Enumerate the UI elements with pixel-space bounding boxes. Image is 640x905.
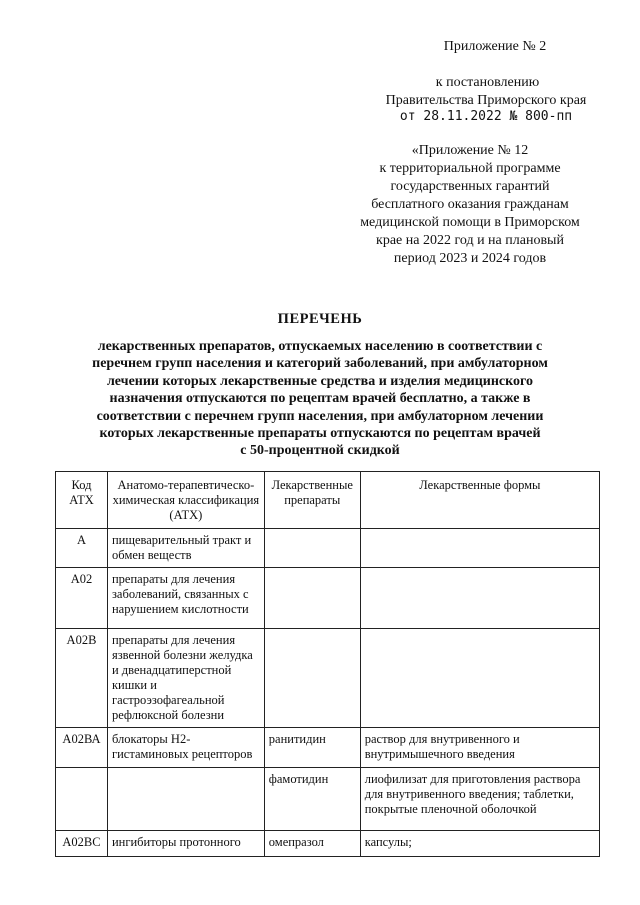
cell-drug [264,529,360,568]
subtitle-line: лекарственных препаратов, отпускаемых населению в соответствии с [97,339,543,354]
table-row [56,529,600,568]
header-classification: Анатомо-терапевтическо-химическая классификация (АТХ) [107,472,264,529]
cell-code [56,768,108,831]
cell-form: раствор для внутривенного и внутримышечного введения [360,728,599,768]
subtitle-line: соответствии с перечнем групп населения, при амбулаторном лечении [96,408,544,424]
subtitle-line: которых лекарственные препараты отпускаются по рецептам врачей [99,426,541,442]
cell-drug [264,568,360,629]
resolution-date-number: от 28.11.2022 № 800-пп [399,109,573,124]
cell-classification: препараты для лечения заболеваний, связанных с нарушением кислотности [107,568,264,629]
cell-code: А02ВА [56,728,108,768]
subtitle-line: с 50-процентной скидкой [240,443,400,459]
table-row [56,568,600,629]
cell-classification [107,768,264,831]
cell-form: лиофилизат для приготовления раствора для внутривенного введения; таблетки, покрытые пленочной оболочкой [360,768,599,831]
document-title: ПЕРЕЧЕНЬ [277,311,363,327]
table-row [56,728,600,768]
table-row [56,629,600,728]
cell-code: А02 [56,568,108,629]
header-code: Код АТХ [56,472,108,529]
cell-code: А [56,529,108,568]
appendix-12-line: крае на 2022 год и на плановый [376,233,564,248]
cell-code: А02ВС [56,831,108,857]
cell-form [360,568,599,629]
cell-form [360,529,599,568]
cell-classification: блокаторы Н2-гистаминовых рецепторов [107,728,264,768]
cell-drug: ранитидин [264,728,360,768]
cell-code: А02В [56,629,108,728]
appendix-12-line: бесплатного оказания гражданам [371,197,569,212]
appendix-12-line: к территориальной программе [379,161,561,176]
subtitle-line: лечении которых лекарственные средства и изделия медицинского [106,373,534,389]
cell-classification: препараты для лечения язвенной болезни желудка и двенадцатиперстной кишки и гастроэзофагеальной рефлюксной болезни [107,629,264,728]
drug-list-table [55,471,600,857]
subtitle-line: перечнем групп населения и категорий заболеваний, при амбулаторном [92,356,548,372]
cell-classification: ингибиторы протонного [107,831,264,857]
subtitle-line: назначения отпускаются по рецептам врачей бесплатно, а также в [109,391,531,407]
cell-drug: фамотидин [264,768,360,831]
document-subtitle [70,338,570,460]
header-forms: Лекарственные формы [360,472,599,529]
table-row [56,831,600,857]
cell-form [360,629,599,728]
resolution-ref: к постановлению [435,75,540,90]
cell-form: капсулы; [360,831,599,857]
header-drugs: Лекарственные препараты [264,472,360,529]
appendix-12-line: период 2023 и 2024 годов [393,251,547,266]
appendix-number: Приложение № 2 [443,39,547,54]
appendix-12-line: «Приложение № 12 [411,143,529,158]
cell-drug [264,629,360,728]
cell-drug: омепразол [264,831,360,857]
table-row [56,768,600,831]
government-name: Правительства Приморского края [385,93,587,108]
appendix-12-line: государственных гарантий [390,179,550,194]
table-header-row [56,472,600,529]
appendix-12-line: медицинской помощи в Приморском [360,215,580,230]
appendix-12-block [342,142,598,268]
cell-classification: пищеварительный тракт и обмен веществ [107,529,264,568]
